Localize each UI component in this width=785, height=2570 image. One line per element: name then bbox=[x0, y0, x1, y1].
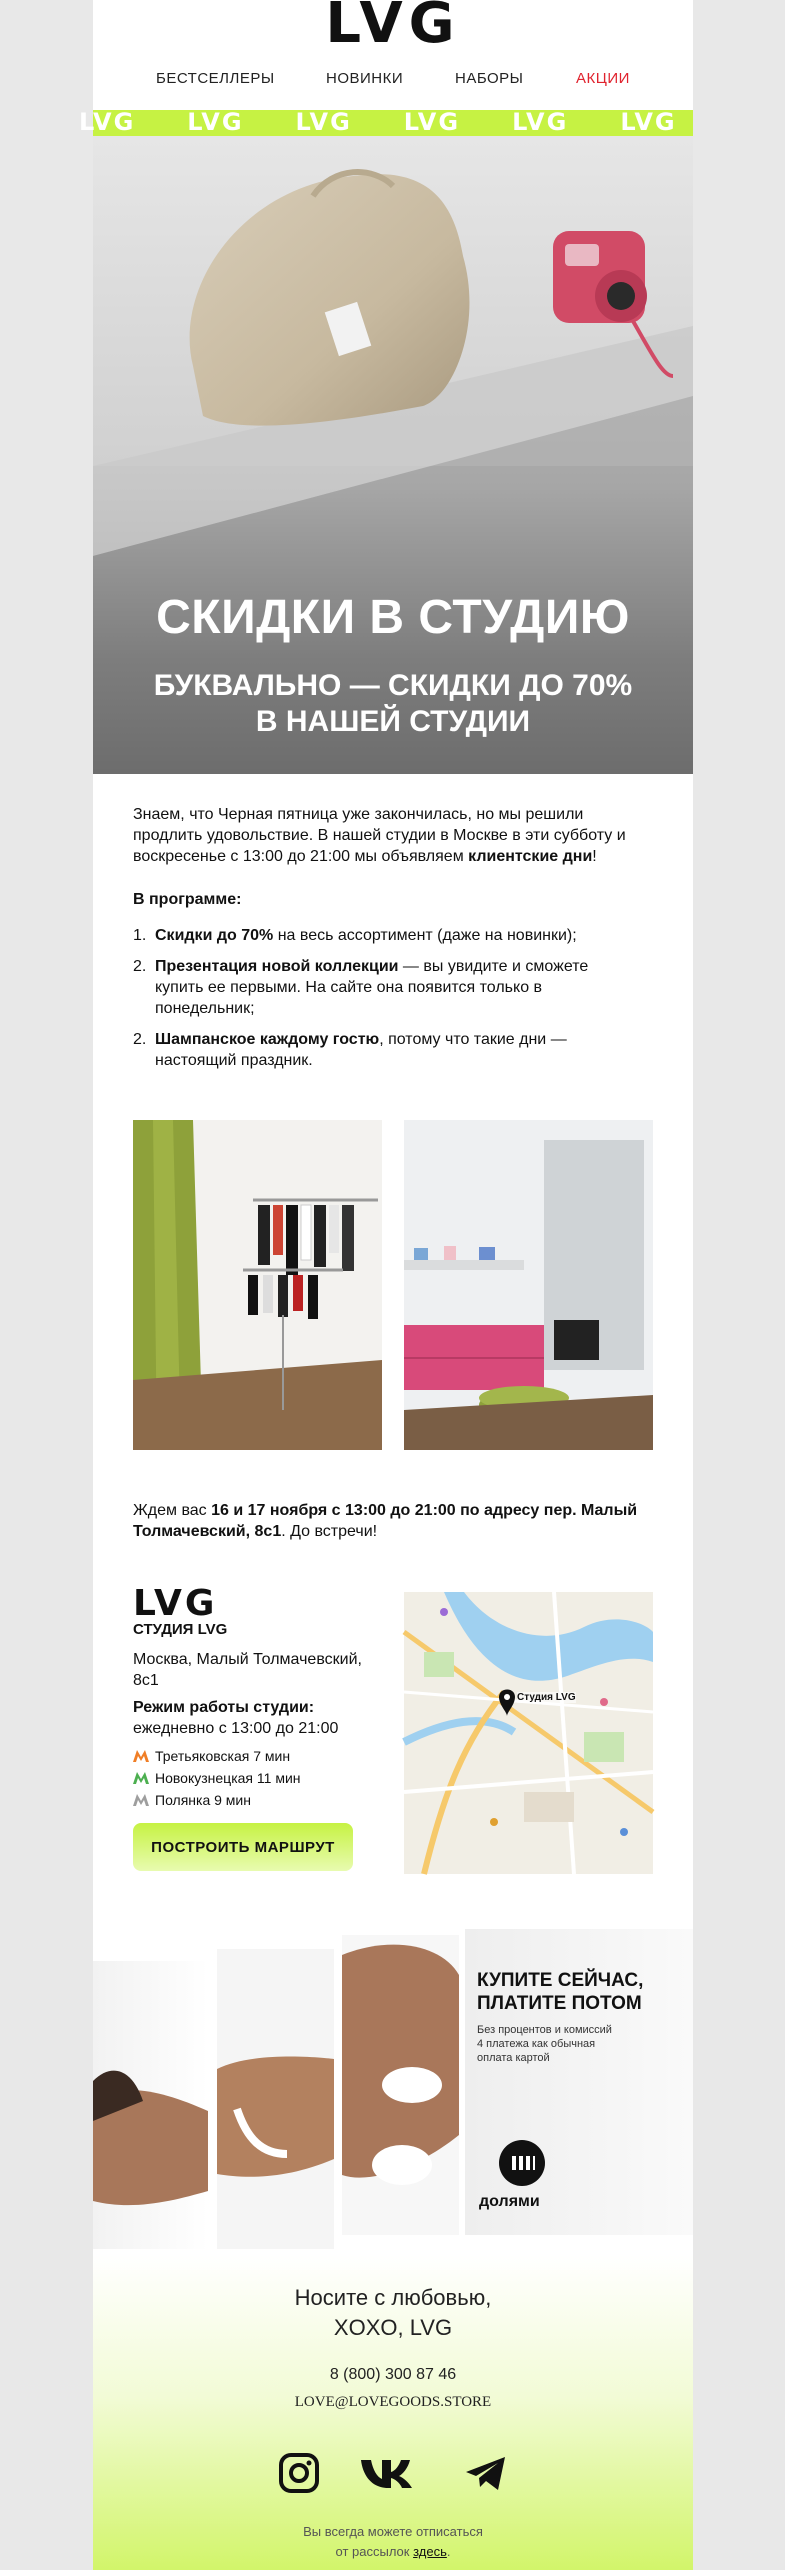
item-text: на весь ассортимент (даже на новинки); bbox=[273, 927, 577, 944]
list-number: 1. bbox=[133, 927, 147, 944]
studio-logo: LVG bbox=[133, 1583, 218, 1624]
intro-paragraph bbox=[133, 804, 653, 867]
nav-bestsellers[interactable]: БЕСТСЕЛЛЕРЫ bbox=[156, 70, 275, 87]
list-number: 2. bbox=[133, 958, 147, 975]
unsubscribe-text: . bbox=[446, 2544, 451, 2559]
model-image bbox=[342, 1935, 459, 2235]
model-image bbox=[93, 1961, 208, 2249]
banner-title bbox=[477, 1969, 643, 2015]
item-bold: Презентация новой коллекции bbox=[155, 958, 399, 975]
unsubscribe-text: от рассылок bbox=[335, 2544, 414, 2559]
program-item bbox=[133, 956, 603, 1019]
studio-name: СТУДИЯ LVG bbox=[133, 1621, 228, 1638]
banner-info-panel bbox=[465, 1929, 693, 2235]
intro-text: Знаем, что Черная пятница уже закончилась, но мы решили продлить удовольствие. В нашей студии в Москве в эти субботу и воскресенье с 13:00 до 21:00 мы объявляем bbox=[133, 806, 626, 865]
studio-map[interactable] bbox=[404, 1592, 653, 1874]
hero-title: СКИДКИ В СТУДИЮ bbox=[156, 591, 630, 644]
instagram-icon[interactable] bbox=[276, 2450, 322, 2496]
ticker-logo: LVG bbox=[79, 108, 136, 136]
unsubscribe-note bbox=[93, 2522, 693, 2562]
studio-photo-left-image bbox=[133, 1120, 382, 1450]
item-bold: Скидки до 70% bbox=[155, 927, 274, 944]
metro-item bbox=[133, 1792, 251, 1808]
footer-email[interactable]: LOVE@LOVEGOODS.STORE bbox=[294, 2394, 492, 2410]
metro-name: Полянка 9 мин bbox=[155, 1792, 251, 1808]
studio-photo-left bbox=[133, 1120, 382, 1450]
build-route-button[interactable]: ПОСТРОИТЬ МАРШРУТ bbox=[133, 1823, 353, 1871]
banner-photo-strip bbox=[342, 1935, 459, 2235]
studio-hours: ежедневно с 13:00 до 21:00 bbox=[133, 1720, 339, 1737]
dolyame-brand: долями bbox=[479, 2193, 540, 2210]
invite-text: Ждем вас bbox=[133, 1502, 212, 1519]
banner-desc-line: оплата картой bbox=[477, 2052, 550, 2064]
unsubscribe-link[interactable]: здесь bbox=[413, 2544, 447, 2559]
metro-name: Новокузнецкая 11 мин bbox=[155, 1770, 301, 1786]
item-text: , потому что такие дни — настоящий праздник. bbox=[155, 1031, 567, 1069]
banner-description bbox=[477, 2023, 612, 2065]
intro-text: ! bbox=[592, 848, 597, 865]
ticker-logo: LVG bbox=[295, 108, 352, 136]
metro-item bbox=[133, 1770, 301, 1786]
email-container bbox=[79, 0, 693, 2570]
metro-item bbox=[133, 1748, 290, 1764]
metro-icon bbox=[133, 1772, 149, 1784]
program-item bbox=[133, 925, 633, 946]
metro-icon bbox=[133, 1750, 149, 1762]
invite-text: . До встречи! bbox=[281, 1523, 378, 1540]
hero-subtitle-line: БУКВАЛЬНО — СКИДКИ ДО 70% bbox=[153, 669, 633, 702]
banner-photo-strip bbox=[217, 1949, 334, 2249]
hero-banner[interactable] bbox=[93, 136, 693, 774]
nav-new[interactable]: НОВИНКИ bbox=[326, 70, 404, 87]
metro-icon bbox=[133, 1794, 149, 1806]
banner-desc-line: Без процентов и комиссий bbox=[477, 2024, 612, 2036]
ticker-logo: LVG bbox=[403, 108, 461, 136]
list-number: 2. bbox=[133, 1031, 147, 1048]
studio-hours-label: Режим работы студии: bbox=[133, 1699, 315, 1716]
signoff bbox=[93, 2283, 693, 2343]
studio-address: Москва, Малый Толмачевский, 8с1 bbox=[133, 1651, 362, 1689]
model-image bbox=[217, 1949, 334, 2249]
banner-title-line: КУПИТЕ СЕЙЧАС, bbox=[477, 1970, 644, 1991]
logo-ticker bbox=[79, 108, 693, 136]
unsubscribe-text: Вы всегда можете отписаться bbox=[303, 2524, 483, 2539]
dolyame-logo-icon bbox=[499, 2140, 545, 2186]
metro-name: Третьяковская 7 мин bbox=[155, 1748, 291, 1764]
nav-sale[interactable]: АКЦИИ bbox=[576, 70, 630, 87]
ticker-logo: LVG bbox=[187, 108, 244, 136]
studio-photo-right-image bbox=[404, 1120, 653, 1450]
program-item bbox=[133, 1029, 603, 1071]
program-heading: В программе: bbox=[133, 891, 242, 908]
signoff-line: XOXO, LVG bbox=[333, 2315, 453, 2340]
vk-icon[interactable] bbox=[359, 2450, 421, 2496]
installment-banner[interactable] bbox=[93, 1935, 693, 2255]
footer-phone[interactable]: 8 (800) 300 87 46 bbox=[329, 2366, 457, 2383]
telegram-icon[interactable] bbox=[463, 2450, 509, 2496]
hero-subtitle bbox=[93, 668, 693, 740]
map-image bbox=[404, 1592, 653, 1874]
ticker-logo: LVG bbox=[512, 108, 569, 136]
invite-paragraph bbox=[133, 1500, 653, 1542]
ticker-logo: LVG bbox=[620, 108, 677, 136]
main-nav bbox=[93, 70, 693, 98]
item-text: — вы увидите и сможете купить ее первыми. На сайте она появится только в понедельник; bbox=[155, 958, 589, 1017]
item-bold: Шампанское каждому гостю bbox=[155, 1031, 380, 1048]
nav-sets[interactable]: НАБОРЫ bbox=[455, 70, 524, 87]
banner-desc-line: 4 платежа как обычная bbox=[477, 2038, 596, 2050]
brand-logo[interactable]: LVG bbox=[325, 0, 461, 56]
invite-bold: 16 и 17 ноября с 13:00 до 21:00 по адресу пер. Малый Толмачевский, 8с1 bbox=[133, 1502, 638, 1540]
banner-title-line: ПЛАТИТЕ ПОТОМ bbox=[477, 1993, 642, 2014]
map-pin-label: Студия LVG bbox=[517, 1692, 576, 1703]
studio-photo-right bbox=[404, 1120, 653, 1450]
hero-subtitle-line: В НАШЕЙ СТУДИИ bbox=[255, 705, 531, 738]
signoff-line: Носите с любовью, bbox=[294, 2285, 492, 2310]
intro-bold: клиентские дни bbox=[468, 848, 593, 865]
banner-photo-strip bbox=[93, 1961, 208, 2249]
